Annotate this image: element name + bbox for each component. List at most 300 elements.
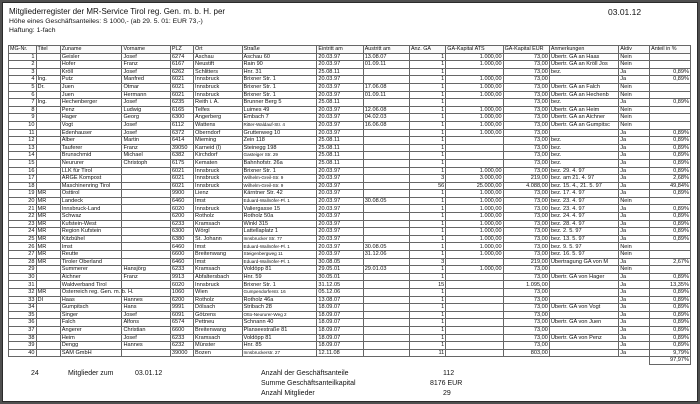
table-cell: 21 [9, 205, 37, 213]
table-cell: 1 [409, 129, 445, 137]
table-cell: 20.03.97 [317, 167, 363, 175]
table-cell: 6165 [170, 106, 193, 114]
table-cell: Kärntner Str. 42 [242, 190, 317, 198]
table-cell: 5 [9, 83, 37, 91]
table-cell: Ja [619, 167, 650, 175]
table-cell: 20.03.97 [317, 76, 363, 84]
table-cell: Kitzbühel [60, 235, 122, 243]
table-cell: 1 [409, 273, 445, 281]
blank-cell [36, 357, 60, 365]
table-cell: Kirchdorf [194, 152, 242, 160]
table-row [9, 144, 691, 152]
table-cell: 1 [409, 228, 445, 236]
table-cell [363, 190, 409, 198]
table-cell [446, 304, 503, 312]
table-cell: Luimes 49 [242, 106, 317, 114]
table-cell: 1 [409, 266, 445, 274]
table-cell [122, 281, 170, 289]
table-cell [36, 114, 60, 122]
table-cell: Ja [619, 281, 650, 289]
table-cell: Josef [122, 99, 170, 107]
table-cell: 73,00 [503, 197, 549, 205]
table-cell [446, 296, 503, 304]
table-cell: 6600 [170, 326, 193, 334]
table-cell [122, 182, 170, 190]
table-cell: Rain 90 [242, 61, 317, 69]
table-cell: 0,89% [650, 342, 691, 350]
table-cell [650, 266, 691, 274]
table-cell [363, 167, 409, 175]
table-row [9, 197, 691, 205]
table-cell: 1 [409, 53, 445, 61]
table-cell: 31.12.06 [363, 251, 409, 259]
table-cell [446, 273, 503, 281]
table-cell: bez. 29. 4. 97 [549, 167, 618, 175]
member-register-table [8, 45, 691, 365]
table-cell: MR [36, 213, 60, 221]
table-cell: 38 [9, 334, 37, 342]
table-cell: 1 [409, 235, 445, 243]
table-cell: 73,00 [503, 53, 549, 61]
table-cell [650, 243, 691, 251]
table-cell: Ja [619, 334, 650, 342]
table-cell: bez. 2. 5. 97 [549, 228, 618, 236]
table-cell: 20 [9, 197, 37, 205]
table-cell [122, 220, 170, 228]
table-cell: 16.06.08 [363, 121, 409, 129]
table-cell: 1 [409, 190, 445, 198]
table-cell: 25.08.11 [317, 68, 363, 76]
table-cell [36, 106, 60, 114]
table-cell: MR [36, 220, 60, 228]
table-cell: Nein [619, 106, 650, 114]
table-cell: Oberndorf [194, 129, 242, 137]
table-cell: 1.000,00 [446, 91, 503, 99]
table-cell: 12.11.08 [317, 349, 363, 357]
table-cell: MR [36, 197, 60, 205]
table-cell: 24 [9, 228, 37, 236]
table-cell [122, 243, 170, 251]
table-cell [363, 213, 409, 221]
table-cell: 803,00 [503, 349, 549, 357]
table-cell: 4.088,00 [503, 182, 549, 190]
table-cell: 25.08.11 [317, 137, 363, 145]
table-cell: 39050 [170, 144, 193, 152]
table-cell: Gumpitsch [60, 304, 122, 312]
table-row [9, 83, 691, 91]
table-cell: Übertr. GA an Heim [549, 106, 618, 114]
table-cell: 0,89% [650, 273, 691, 281]
table-cell: 6262 [170, 68, 193, 76]
table-cell: 0,89% [650, 99, 691, 107]
table-cell: Kramsach [194, 334, 242, 342]
table-cell: Otto-Neururer-Weg 2 [242, 311, 317, 319]
table-cell: Valiergasse 15 [242, 205, 317, 213]
blank-cell [9, 357, 37, 365]
table-cell [446, 342, 503, 350]
table-cell: Übertr. GA an Aichner [549, 114, 618, 122]
table-cell: Embach 7 [242, 114, 317, 122]
table-cell [650, 121, 691, 129]
table-cell: 73,00 [503, 326, 549, 334]
table-cell: Kröll [60, 68, 122, 76]
table-row [9, 137, 691, 145]
table-cell: 19 [9, 190, 37, 198]
table-cell: Mieming [194, 137, 242, 145]
table-cell: Steinegg 198 [242, 144, 317, 152]
table-cell [36, 266, 60, 274]
table-cell [363, 304, 409, 312]
table-cell [36, 167, 60, 175]
table-cell [363, 319, 409, 327]
table-cell: 73,00 [503, 296, 549, 304]
column-header: Ort [194, 46, 242, 54]
table-cell: Ja [619, 213, 650, 221]
table-cell: Wilhelm-Greil-Str. 9 [242, 175, 317, 183]
table-cell: 1 [409, 121, 445, 129]
table-cell: Übertr. GA an Hechenb [549, 91, 618, 99]
table-cell [363, 175, 409, 183]
table-cell: Schlitters [194, 68, 242, 76]
table-cell: 0,89% [650, 228, 691, 236]
table-cell: Nein [619, 61, 650, 69]
table-cell: 13.08.07 [363, 53, 409, 61]
table-cell: 15 [409, 281, 445, 289]
blank-cell [242, 357, 317, 365]
table-row [9, 228, 691, 236]
table-cell: 20.03.97 [317, 121, 363, 129]
table-cell: 1.000,00 [446, 83, 503, 91]
table-cell: 11 [9, 129, 37, 137]
table-cell: Penz [60, 106, 122, 114]
table-cell: Hans [122, 304, 170, 312]
table-row [9, 266, 691, 274]
table-cell: Vogt [60, 121, 122, 129]
column-header: Aktiv [619, 46, 650, 54]
table-cell: bez. [549, 137, 618, 145]
table-cell: Reutte [60, 251, 122, 259]
table-cell: Ja [619, 228, 650, 236]
table-cell: Eduard-Wallnöfer-Pl. 1 [242, 243, 317, 251]
table-cell: bez. 17. 4. 97 [549, 190, 618, 198]
table-cell: Nein [619, 53, 650, 61]
table-cell: 13.08.07 [317, 296, 363, 304]
blank-cell [170, 357, 193, 365]
table-cell: Breitenwang [194, 326, 242, 334]
table-cell: Telfes [194, 106, 242, 114]
table-cell: Innsbrucker Str. 77 [242, 235, 317, 243]
table-row [9, 129, 691, 137]
column-header: Anz. GA [409, 46, 445, 54]
table-cell: Innsbruck [194, 175, 242, 183]
table-cell: Juen [60, 91, 122, 99]
table-cell: 11 [409, 349, 445, 357]
table-cell: 25 [9, 235, 37, 243]
table-cell: Innsbruckerstr. 27 [242, 349, 317, 357]
table-cell: 0,89% [650, 68, 691, 76]
table-cell: 1 [409, 106, 445, 114]
blank-cell [317, 357, 363, 365]
blank-cell [363, 357, 409, 365]
table-cell [363, 334, 409, 342]
table-cell: Ing. [36, 76, 60, 84]
table-cell: 0,89% [650, 129, 691, 137]
table-cell: 0,89% [650, 76, 691, 84]
table-row [9, 61, 691, 69]
table-cell: 0,89% [650, 289, 691, 297]
table-row [9, 281, 691, 289]
table-cell: 8 [9, 106, 37, 114]
table-cell [36, 342, 60, 350]
table-cell [36, 311, 60, 319]
table-cell: 6233 [170, 220, 193, 228]
table-cell: 3 [9, 68, 37, 76]
blank-cell [122, 357, 170, 365]
table-cell: 33 [9, 296, 37, 304]
table-cell: 20.03.97 [317, 190, 363, 198]
table-cell: 1 [409, 220, 445, 228]
table-cell: bez. [549, 99, 618, 107]
table-cell: Josef [122, 129, 170, 137]
share-value-note: Höhe eines Geschäftsanteiles: S 1000,- (ab 29. 5. 01: EUR 73,-) [9, 18, 203, 25]
table-cell: 1.000,00 [446, 53, 503, 61]
table-cell: 20.03.97 [317, 53, 363, 61]
table-cell: bez. [549, 144, 618, 152]
table-cell: Übertr. GA an Falch [549, 83, 618, 91]
table-cell: 0,89% [650, 159, 691, 167]
table-cell: Ja [619, 205, 650, 213]
table-cell: 73,00 [503, 167, 549, 175]
table-cell: 20.03.97 [317, 228, 363, 236]
table-cell: Rotholz [194, 296, 242, 304]
capital-label: Summe Geschäftsanteilkapital [261, 380, 356, 387]
table-cell: Hofer [60, 61, 122, 69]
table-cell: 73,00 [503, 106, 549, 114]
table-cell: Reith i. A. [194, 99, 242, 107]
table-cell: 6167 [170, 61, 193, 69]
table-cell: Stribach 28 [242, 304, 317, 312]
table-cell [549, 289, 618, 297]
table-cell: 73,00 [503, 91, 549, 99]
table-cell: Edenhauser [60, 129, 122, 137]
table-cell: Hnr. 59 [242, 273, 317, 281]
table-cell: 18 [9, 182, 37, 190]
table-cell: Abfaltersbach [194, 273, 242, 281]
table-cell: Brunschmid [60, 152, 122, 160]
table-cell [363, 144, 409, 152]
table-cell: 56 [409, 182, 445, 190]
table-cell: Josef [122, 121, 170, 129]
table-cell [650, 251, 691, 259]
table-cell: 1 [409, 144, 445, 152]
table-cell: 18.09.07 [317, 304, 363, 312]
table-cell: 9900 [170, 190, 193, 198]
table-cell: Nein [619, 251, 650, 259]
table-cell: 0,89% [650, 144, 691, 152]
table-cell: Manfred [122, 76, 170, 84]
table-cell: Aichner [60, 273, 122, 281]
table-cell: 0,89% [650, 213, 691, 221]
table-cell: 20.03.97 [317, 83, 363, 91]
table-cell: 6021 [170, 83, 193, 91]
table-cell: Ja [619, 137, 650, 145]
table-cell [122, 167, 170, 175]
table-cell: St. Johann [194, 235, 242, 243]
table-cell: 6021 [170, 167, 193, 175]
table-cell: Putz [60, 76, 122, 84]
table-cell [122, 197, 170, 205]
table-cell [122, 349, 170, 357]
blank-cell [60, 357, 122, 365]
table-cell: 49,84% [650, 182, 691, 190]
table-cell: 18.09.07 [317, 311, 363, 319]
table-cell [446, 137, 503, 145]
table-cell: 0,89% [650, 326, 691, 334]
table-cell: 1 [409, 68, 445, 76]
table-cell: Josef [122, 53, 170, 61]
table-cell: 1.000,00 [446, 197, 503, 205]
table-cell: Nein [619, 243, 650, 251]
table-cell: MR [36, 258, 60, 266]
table-cell [122, 235, 170, 243]
table-cell: Hannes [122, 296, 170, 304]
table-cell: Kramsach [194, 266, 242, 274]
table-row [9, 91, 691, 99]
table-cell: 31 [9, 281, 37, 289]
column-header: PLZ [170, 46, 193, 54]
table-cell: 1.000,00 [446, 266, 503, 274]
table-cell: Innsbruck [194, 83, 242, 91]
column-header: Titel [36, 46, 60, 54]
table-cell: 6233 [170, 266, 193, 274]
table-cell: 219,00 [503, 175, 549, 183]
table-cell: Übertr. GA an Gumpitsc [549, 121, 618, 129]
table-cell: Franz [122, 273, 170, 281]
table-header-row [9, 46, 691, 54]
table-cell: 1 [409, 213, 445, 221]
table-cell: 6372 [170, 129, 193, 137]
table-cell [650, 197, 691, 205]
table-cell: Ja [619, 159, 650, 167]
table-cell: Ja [619, 326, 650, 334]
table-cell: 35 [9, 311, 37, 319]
table-cell: Ja [619, 76, 650, 84]
table-cell: 20.03.97 [317, 213, 363, 221]
column-header: Vorname [122, 46, 170, 54]
table-cell: Heim [60, 334, 122, 342]
column-header: GA-Kapital EUR [503, 46, 549, 54]
table-cell: Kufstein-West [60, 220, 122, 228]
table-cell: Imst [194, 197, 242, 205]
table-cell [549, 266, 618, 274]
table-cell: Ja [619, 258, 650, 266]
table-cell: Voldöpp 81 [242, 266, 317, 274]
table-cell: Martin [122, 137, 170, 145]
table-cell: Kramsach [194, 220, 242, 228]
table-cell: 6091 [170, 311, 193, 319]
table-cell: 73,00 [503, 319, 549, 327]
table-cell: Ja [619, 99, 650, 107]
table-cell: 1.000,00 [446, 243, 503, 251]
table-cell [122, 175, 170, 183]
table-cell [446, 326, 503, 334]
table-cell: Bahnhofstr. 26a [242, 159, 317, 167]
table-cell: 73,00 [503, 334, 549, 342]
table-cell: Österreich reg. Gen. m. b. H. [61, 289, 134, 296]
table-cell: Josef [122, 311, 170, 319]
table-cell: 20.03.97 [317, 106, 363, 114]
table-cell: Georg [122, 114, 170, 122]
table-cell: 7 [9, 99, 37, 107]
column-header: Straße [242, 46, 317, 54]
table-cell: Christian [122, 326, 170, 334]
table-cell [36, 182, 60, 190]
member-total-value: 29 [443, 390, 451, 397]
table-cell: 6300 [170, 228, 193, 236]
table-cell: 2,68% [650, 175, 691, 183]
table-cell: 1 [409, 334, 445, 342]
table-cell [363, 258, 409, 266]
table-cell: Ja [619, 319, 650, 327]
document-title: Mitgliederregister der MR-Service Tirol reg. Gen. m. b. H. per [9, 7, 226, 16]
table-cell: Karneid (I) [194, 144, 242, 152]
column-header: Eintritt am [317, 46, 363, 54]
table-cell: 12.06.08 [363, 106, 409, 114]
table-cell: 73,00 [503, 251, 549, 259]
table-cell: Ja [619, 68, 650, 76]
table-row [9, 334, 691, 342]
table-cell: 73,00 [503, 144, 549, 152]
table-cell: 1 [409, 296, 445, 304]
table-cell: Gruttenweg 10 [242, 129, 317, 137]
table-cell: Ritter-Waldauf-Str. 4 [242, 121, 317, 129]
table-cell: Voldöpp 81 [242, 334, 317, 342]
liability-note: Haftung: 1-fach [9, 27, 56, 34]
table-cell [363, 228, 409, 236]
table-cell: 20.03.97 [317, 235, 363, 243]
table-cell: 73,00 [503, 235, 549, 243]
table-cell [36, 319, 60, 327]
table-cell [549, 326, 618, 334]
table-cell: MR [36, 190, 60, 198]
table-cell: 73,00 [503, 129, 549, 137]
table-cell: 73,00 [503, 159, 549, 167]
blank-cell [446, 357, 503, 365]
table-cell: Ing. [36, 99, 60, 107]
table-cell [363, 152, 409, 160]
table-cell: 34 [9, 304, 37, 312]
table-cell [36, 326, 60, 334]
table-cell: Steigenbergweg 11 [242, 251, 317, 259]
table-cell: 73,00 [503, 243, 549, 251]
table-row [9, 258, 691, 266]
table-cell [549, 129, 618, 137]
table-cell [36, 349, 60, 357]
table-cell [446, 258, 503, 266]
table-cell: 37 [9, 326, 37, 334]
table-cell: Tiroler Oberland [60, 258, 122, 266]
table-cell: 01.09.11 [363, 61, 409, 69]
table-cell: bez. am 21. 4. 97 [549, 175, 618, 183]
table-cell: 1.000,00 [446, 220, 503, 228]
table-cell: bez. 15. 4., 21. 5. 97 [549, 182, 618, 190]
table-cell: Innsbruck [194, 281, 242, 289]
table-cell: Brixner Str. 1 [242, 76, 317, 84]
table-cell: Übertr. GA an Kröll Jos [549, 61, 618, 69]
table-cell: SAM GmbH [60, 349, 122, 357]
table-cell: 1 [409, 205, 445, 213]
table-row [9, 152, 691, 160]
